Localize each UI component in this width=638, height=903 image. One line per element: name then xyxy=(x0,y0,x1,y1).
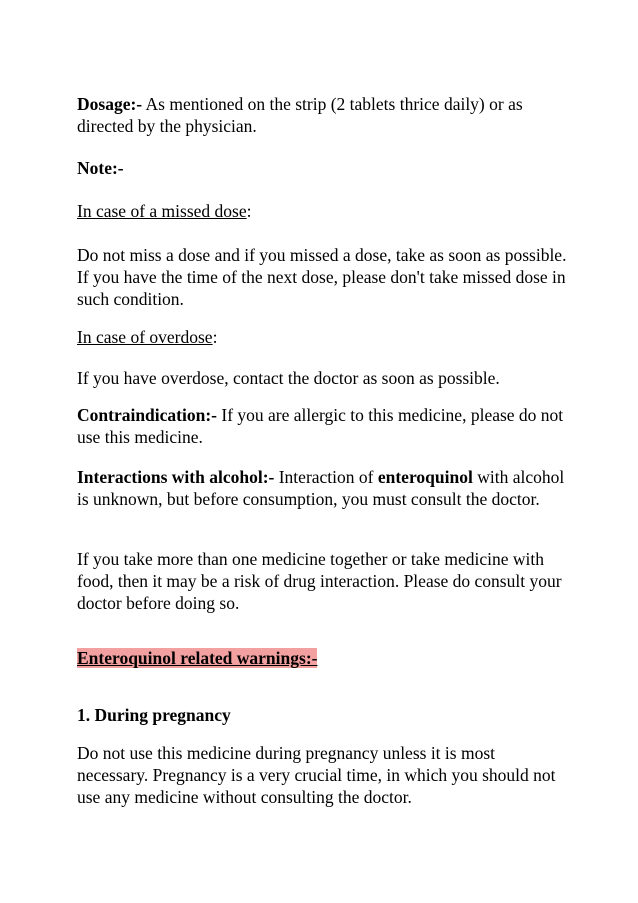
alcohol-drug-name: enteroquinol xyxy=(377,467,473,487)
missed-dose-heading-text: In case of a missed dose xyxy=(77,201,247,221)
pregnancy-heading xyxy=(77,704,567,726)
overdose-heading-text: In case of overdose xyxy=(77,327,213,347)
alcohol-text-before: Interaction of xyxy=(274,467,378,487)
note-heading xyxy=(77,157,567,179)
dosage-paragraph xyxy=(77,93,567,137)
dosage-text: As mentioned on the strip (2 tablets thrice daily) or as directed by the physician. xyxy=(77,94,523,136)
missed-dose-heading-suffix: : xyxy=(246,201,252,221)
alcohol-label: Interactions with alcohol:- xyxy=(77,467,275,487)
overdose-heading xyxy=(77,326,567,348)
overdose-paragraph: If you have overdose, contact the doctor as soon as possible. xyxy=(77,368,500,388)
alcohol-text-after: with alcohol is unknown, but before consumption, you must consult the doctor. xyxy=(77,467,565,509)
missed-dose-paragraph: Do not miss a dose and if you missed a dose, take as soon as possible. If you have the time of the next dose, please don't take missed dose in such condition. xyxy=(77,245,567,309)
contraindication-paragraph xyxy=(77,404,567,448)
overdose-heading-suffix: : xyxy=(212,327,218,347)
pregnancy-paragraph: Do not use this medicine during pregnancy unless it is most necessary. Pregnancy is a very crucial time, in which you should not use any medicine without consulting the doctor. xyxy=(77,743,556,807)
warnings-heading xyxy=(77,647,567,669)
dosage-label: Dosage:- xyxy=(77,94,143,114)
contraindication-label: Contraindication:- xyxy=(77,405,217,425)
warnings-heading-text: Enteroquinol related warnings:- xyxy=(77,648,318,668)
contraindication-text: If you are allergic to this medicine, please do not use this medicine. xyxy=(77,405,564,447)
alcohol-paragraph xyxy=(77,466,567,510)
note-heading-text: Note:- xyxy=(77,158,124,178)
drug-interaction-paragraph: If you take more than one medicine together or take medicine with food, then it may be a risk of drug interaction. Please do consult your doctor before doing so. xyxy=(77,549,562,613)
missed-dose-heading xyxy=(77,200,567,222)
pregnancy-heading-text: 1. During pregnancy xyxy=(77,705,231,725)
